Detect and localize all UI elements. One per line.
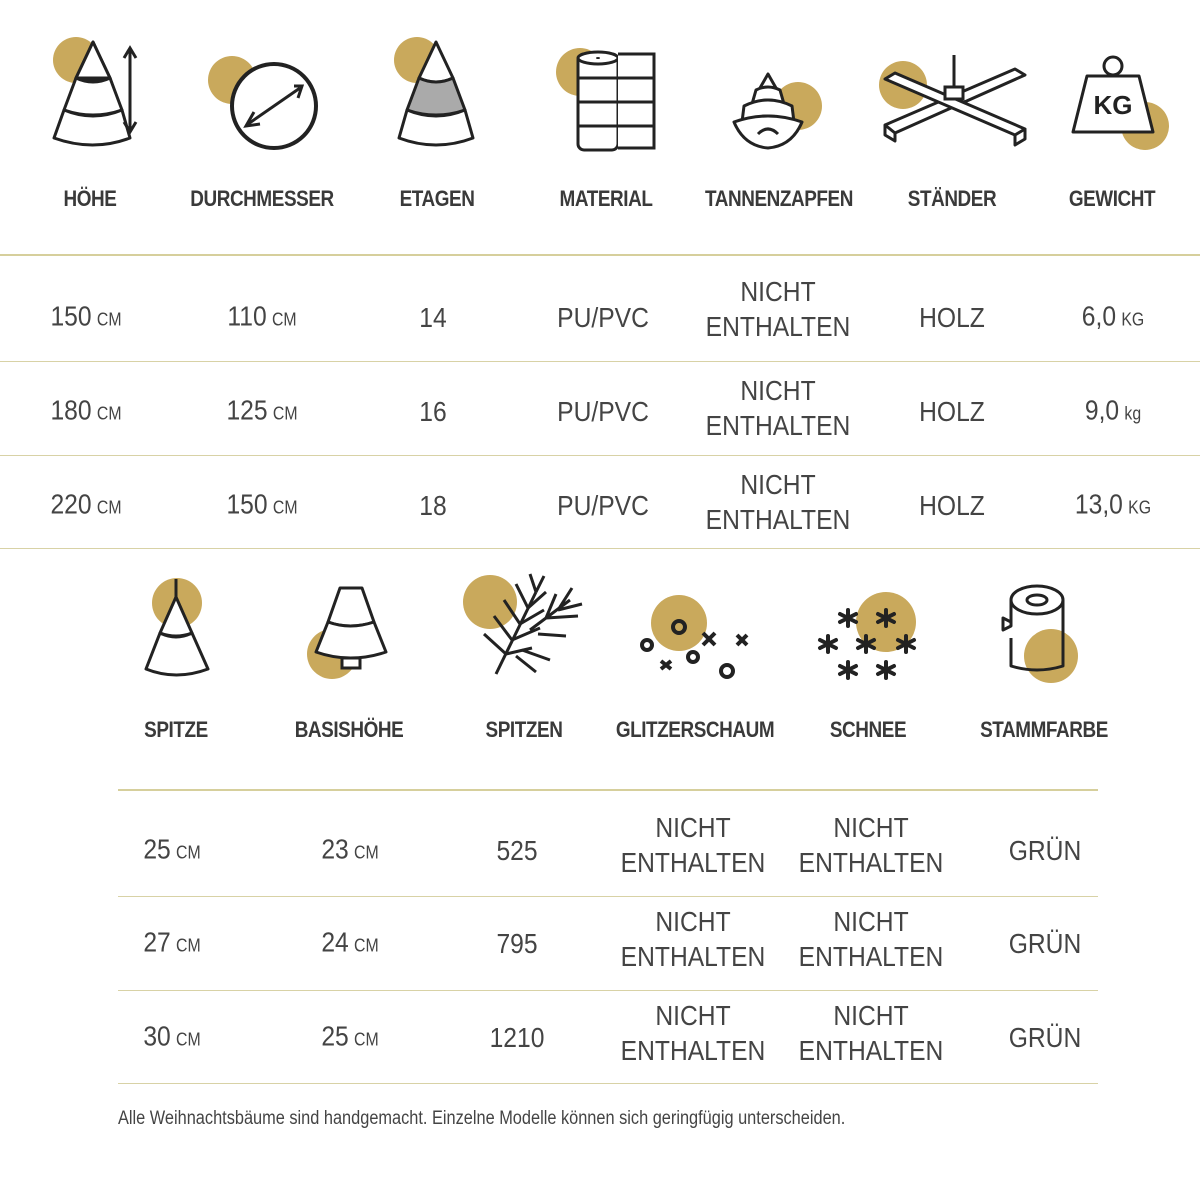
table-cell: NICHT ENTHALTEN: [620, 906, 766, 972]
svg-text:KG: KG: [1093, 90, 1133, 120]
tree-height-icon: [40, 30, 150, 155]
divider: [0, 455, 1200, 456]
table-cell: 525: [496, 835, 538, 866]
tree-top-icon: [140, 575, 220, 685]
table-cell: NICHT ENTHALTEN: [798, 906, 944, 972]
header-gewicht: GEWICHT: [1068, 186, 1156, 211]
branch-tips-icon: [460, 570, 590, 680]
table-cell: 25 CM: [321, 1020, 379, 1052]
glitter-icon: [635, 595, 760, 685]
header-spitzen: SPITZEN: [485, 717, 563, 742]
weight-kg-icon: [1065, 50, 1175, 155]
table-cell: NICHT ENTHALTEN: [620, 1000, 766, 1066]
table-cell: 150 CM: [226, 488, 298, 520]
table-cell: 9,0 kg: [1084, 394, 1142, 426]
table-cell: 150 CM: [50, 300, 122, 332]
table-cell: 30 CM: [143, 1020, 201, 1052]
table-cell: GRÜN: [1008, 928, 1082, 959]
material-roll-icon: [550, 40, 670, 155]
trunk-icon: [995, 578, 1085, 686]
header-glitzerschaum: GLITZERSCHAUM: [615, 717, 775, 742]
footnote: Alle Weihnachtsbäume sind handgemacht. Einzelne Modelle können sich geringfügig unterscheiden.: [118, 1108, 846, 1129]
table-cell: HOLZ: [919, 396, 985, 427]
table-cell: 25 CM: [143, 833, 201, 865]
header-hoehe: HÖHE: [63, 186, 117, 211]
divider: [118, 990, 1098, 991]
table-cell: 27 CM: [143, 926, 201, 958]
diameter-icon: [200, 48, 330, 148]
table-cell: PU/PVC: [557, 396, 649, 427]
table-cell: NICHT ENTHALTEN: [705, 375, 851, 441]
table-cell: NICHT ENTHALTEN: [620, 812, 766, 878]
table-cell: 220 CM: [50, 488, 122, 520]
table-cell: NICHT ENTHALTEN: [798, 812, 944, 878]
table-cell: HOLZ: [919, 302, 985, 333]
table-cell: 18: [419, 490, 447, 521]
table-cell: PU/PVC: [557, 302, 649, 333]
table-cell: 24 CM: [321, 926, 379, 958]
table-cell: HOLZ: [919, 490, 985, 521]
table-cell: 13,0 KG: [1074, 488, 1152, 520]
header-schnee: SCHNEE: [829, 717, 907, 742]
header-tannenzapfen: TANNENZAPFEN: [705, 186, 853, 211]
tree-base-icon: [300, 580, 400, 685]
header-etagen: ETAGEN: [399, 186, 475, 211]
table-cell: 110 CM: [227, 300, 297, 332]
table-cell: NICHT ENTHALTEN: [705, 276, 851, 342]
tree-tiers-icon: [385, 30, 495, 155]
table-cell: 125 CM: [226, 394, 298, 426]
table-cell: NICHT ENTHALTEN: [798, 1000, 944, 1066]
table-cell: GRÜN: [1008, 835, 1082, 866]
header-material: MATERIAL: [559, 186, 653, 211]
pine-cone-icon: [720, 60, 830, 155]
divider: [118, 789, 1098, 791]
divider: [0, 361, 1200, 362]
table-cell: GRÜN: [1008, 1022, 1082, 1053]
header-spitze: SPITZE: [144, 717, 208, 742]
header-durchmesser: DURCHMESSER: [190, 186, 334, 211]
divider: [118, 1083, 1098, 1084]
header-basishoehe: BASISHÖHE: [294, 717, 404, 742]
divider: [118, 896, 1098, 897]
divider: [0, 254, 1200, 256]
divider: [0, 548, 1200, 549]
table-cell: NICHT ENTHALTEN: [705, 469, 851, 535]
table-cell: 14: [419, 302, 447, 333]
snow-icon: [810, 590, 925, 685]
table-cell: PU/PVC: [557, 490, 649, 521]
table-cell: 16: [419, 396, 447, 427]
table-cell: 180 CM: [50, 394, 122, 426]
header-staender: STÄNDER: [907, 186, 997, 211]
cross-stand-icon: [875, 55, 1035, 155]
header-stammfarbe: STAMMFARBE: [980, 717, 1108, 742]
table-cell: 1210: [489, 1022, 545, 1053]
table-cell: 6,0 KG: [1081, 300, 1145, 332]
table-cell: 795: [496, 928, 538, 959]
table-cell: 23 CM: [321, 833, 379, 865]
